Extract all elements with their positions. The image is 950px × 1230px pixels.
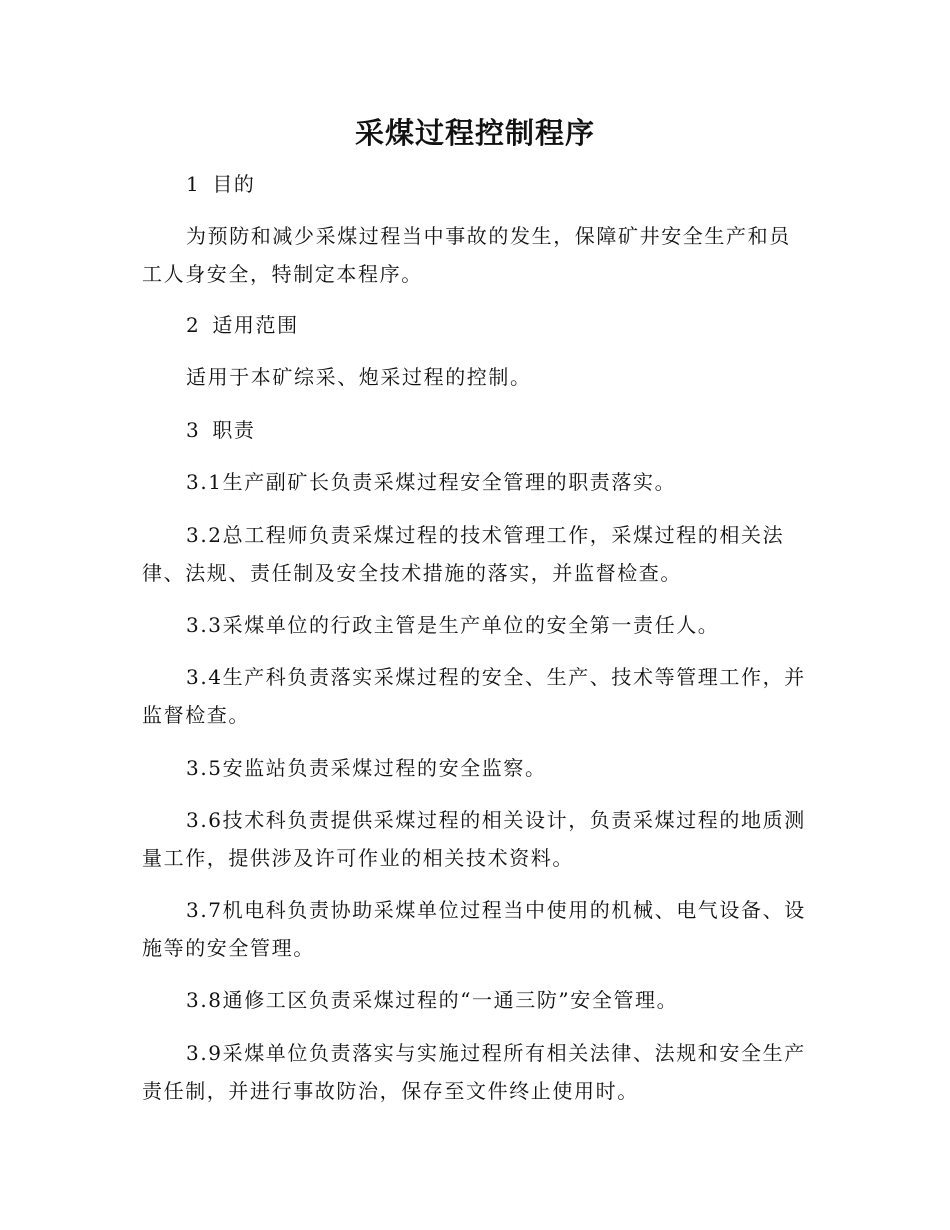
section-heading-purpose (186, 165, 256, 203)
paragraph-3-3: 3.3采煤单位的行政主管是生产单位的安全第一责任人。 (186, 613, 720, 637)
section-number: 2 (186, 313, 201, 337)
paragraph-3-2: 3.2总工程师负责采煤过程的技术管理工作，采煤过程的相关法律、法规、责任制及安全技术措施的落实，并监督检查。 (142, 523, 785, 585)
paragraph-purpose: 为预防和减少采煤过程当中事故的发生，保障矿井安全生产和员工人身安全，特制定本程序。 (142, 224, 791, 286)
section-heading-responsibilities (186, 411, 256, 449)
section-title: 职责 (212, 418, 256, 442)
section-heading-scope (186, 306, 299, 344)
paragraph-3-5: 3.5安监站负责采煤过程的安全监察。 (186, 756, 547, 780)
document-title: 采煤过程控制程序 (354, 116, 595, 150)
paragraph-3-6: 3.6技术科负责提供采煤过程的相关设计，负责采煤过程的地质测量工作，提供涉及许可作业的相关技术资料。 (142, 808, 806, 870)
paragraph-3-4: 3.4生产科负责落实采煤过程的安全、生产、技术等管理工作，并监督检查。 (142, 665, 806, 727)
section-title: 适用范围 (212, 313, 299, 337)
section-number: 1 (186, 172, 201, 196)
paragraph-scope: 适用于本矿综采、炮采过程的控制。 (186, 365, 532, 389)
section-title: 目的 (212, 172, 256, 196)
paragraph-3-8: 3.8通修工区负责采煤过程的“一通三防”安全管理。 (186, 988, 679, 1012)
paragraph-3-1: 3.1生产副矿长负责采煤过程安全管理的职责落实。 (186, 470, 677, 494)
section-number: 3 (186, 418, 201, 442)
paragraph-3-9: 3.9采煤单位负责落实与实施过程所有相关法律、法规和安全生产责任制，并进行事故防治，保存至文件终止使用时。 (142, 1041, 806, 1103)
paragraph-3-7: 3.7机电科负责协助采煤单位过程当中使用的机械、电气设备、设施等的安全管理。 (142, 898, 806, 960)
